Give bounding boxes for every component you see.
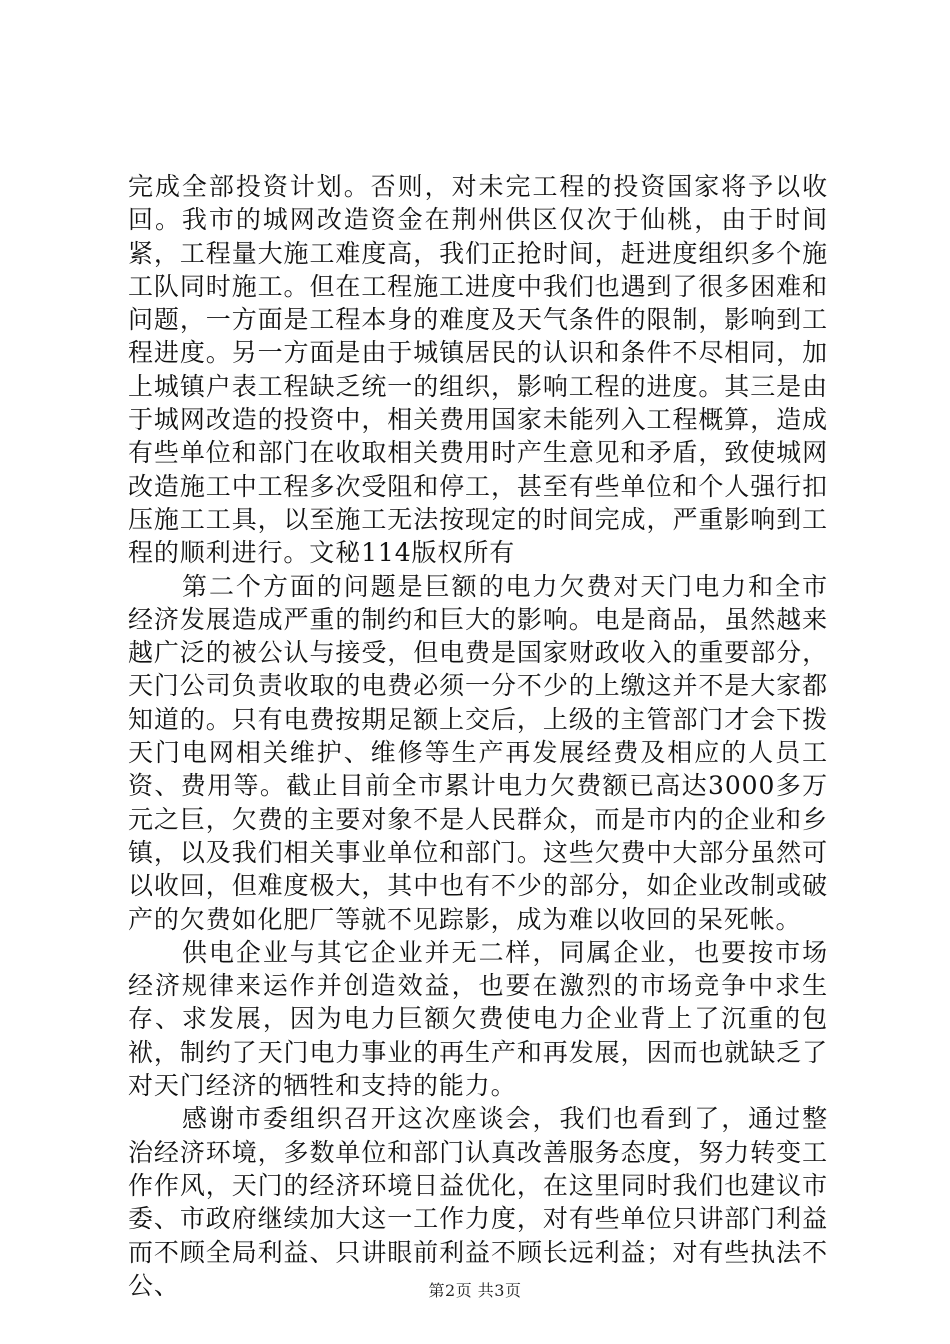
page-number-footer: 第2页 共3页 xyxy=(428,1281,522,1300)
paragraph-continuation: 完成全部投资计划。否则，对未完工程的投资国家将予以收回。我市的城网改造资金在荆州供区仅次于仙桃，由于时间紧，工程量大施工难度高，我们正抢时间，赶进度组织多个施工队同时施工。但在工程施工进度中我们也遇到了很多困难和问题，一方面是工程本身的难度及天气条件的限制，影响到工程进度。另一方面是由于城镇居民的认识和条件不尽相同，加上城镇户表工程缺乏统一的组织，影响工程的进度。其三是由于城网改造的投资中，相关费用国家未能列入工程概算，造成有些单位和部门在收取相关费用时产生意见和矛盾，致使城网改造施工中工程多次受阻和停工，甚至有些单位和个人强行扣压施工工具，以至施工无法按现定的时间完成，严重影响到工程的顺利进行。文秘114版权所有 xyxy=(128,172,828,568)
paragraph-electricity-arrears: 第二个方面的问题是巨额的电力欠费对天门电力和全市经济发展造成严重的制约和巨大的影响。电是商品，虽然越来越广泛的被公认与接受，但电费是国家财政收入的重要部分，天门公司负责收取的电费必须一分不少的上缴这并不是大家都知道的。只有电费按期足额上交后，上级的主管部门才会下拨天门电网相关维护、维修等生产再发展经费及相应的人员工资、费用等。截止目前全市累计电力欠费额已高达3000多万元之巨，欠费的主要对象不是人民群众，而是市内的企业和乡镇，以及我们相关事业单位和部门。这些欠费中大部分虽然可以收回，但难度极大，其中也有不少的部分，如企业改制或破产的欠费如化肥厂等就不见踪影，成为难以收回的呆死帐。 xyxy=(128,571,828,934)
paragraph-thanks-suggestion: 感谢市委组织召开这次座谈会，我们也看到了，通过整治经济环境，多数单位和部门认真改善服务态度，努力转变工作作风，天门的经济环境日益优化，在这里同时我们也建议市委、市政府继续加大这一工作力度，对有些单位只讲部门利益而不顾全局利益、只讲眼前利益不顾长远利益；对有些执法不公、 xyxy=(128,1104,828,1300)
paragraph-power-enterprise: 供电企业与其它企业并无二样，同属企业，也要按市场经济规律来运作并创造效益，也要在激烈的市场竞争中求生存、求发展，因为电力巨额欠费使电力企业背上了沉重的包袱，制约了天门电力事业的再生产和再发展，因而也就缺乏了对天门经济的牺牲和支持的能力。 xyxy=(128,937,828,1101)
document-body xyxy=(128,170,828,1302)
